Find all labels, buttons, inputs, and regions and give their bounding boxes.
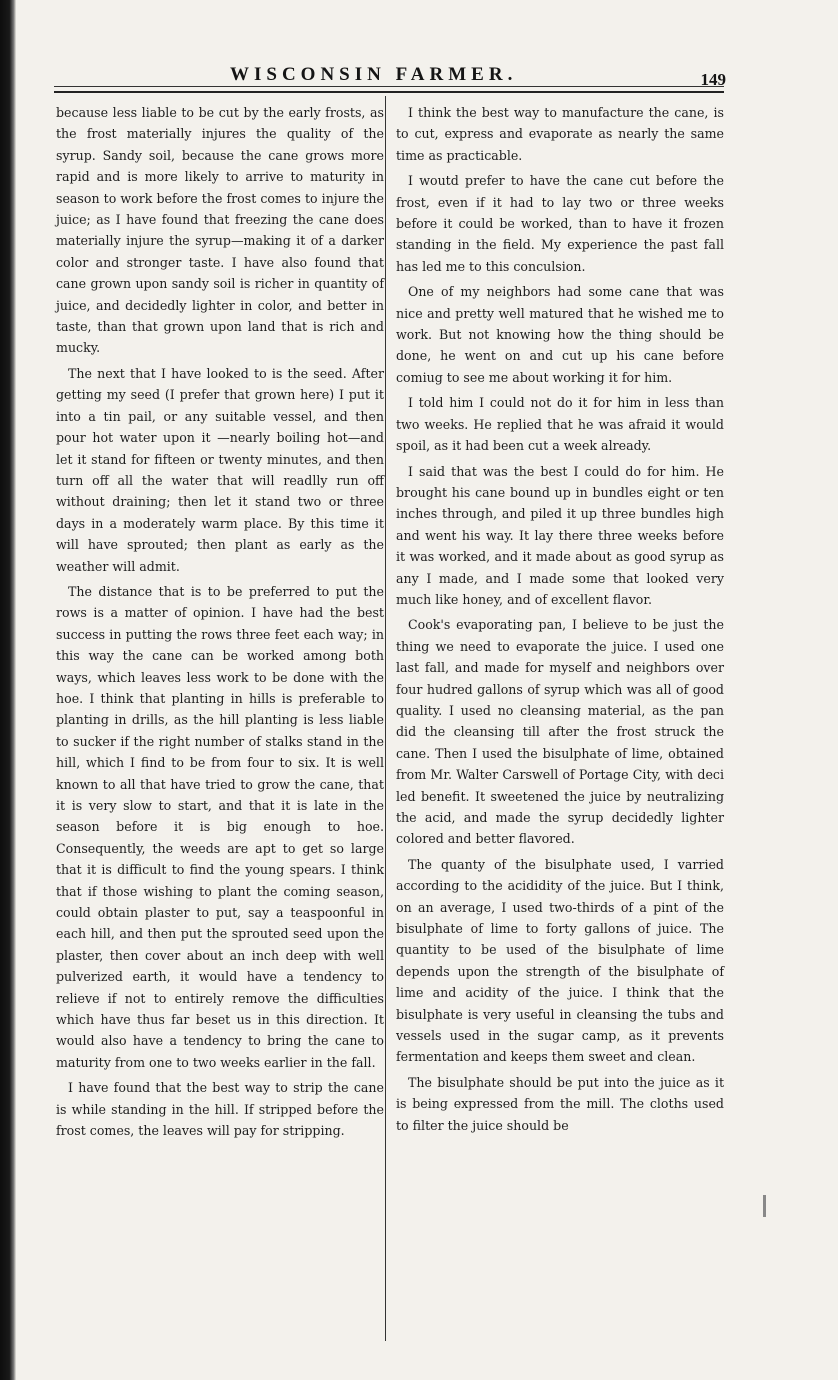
paragraph: One of my neighbors had some cane that was nice and pretty well matured that he wished me to work. But not knowing how the thing should be done, he went on and cut up his cane before comiug to see me about working it for him. (396, 284, 724, 385)
paragraph: The bisulphate should be put into the juice as it is being expressed from the mill. The cloths used to filter the juice should be (396, 1074, 724, 1133)
paragraph: I think the best way to manufacture the cane, is to cut, express and evaporate as nearly the same time as practicable. (396, 105, 724, 163)
book-binding-edge (0, 0, 16, 1380)
left-column (56, 102, 384, 1146)
page (52, 40, 730, 1340)
right-column (396, 102, 724, 1140)
paragraph: because less liable to be cut by the early frosts, as the frost materially injures the quality of the syrup. Sandy soil, because the cane grows more rapid and is more likely to arrive to maturity in season to work before the frost comes to injure the juice; as I have found that freezing the cane does materially injure the syrup—making it of a darker color and stronger taste. I have also found that cane grown upon sandy soil is richer in quantity of juice, and decidedly lighter in color, and better in taste, than that grown upon land that is rich and mucky. (56, 105, 384, 356)
header-rule-double (54, 91, 724, 93)
paragraph: Cook's evaporating pan, I believe to be just the thing we need to evaporate the juice. I used one last fall, and made for myself and neighbors over four hudred gallons of syrup which was all of good quality. I used no cleansing material, as the pan did the cleansing till after the frost struck the cane. Then I used the bisulphate of lime, obtained from Mr. Walter Carswell of Portage City, with deci led benefit. It sweetened the juice by neutralizing the acid, and made the syrup decidedly lighter colored and better flavored. (396, 617, 724, 847)
paragraph: I said that was the best I could do for him. He brought his cane bound up in bundles eight or ten inches through, and piled it up three bundles high and went his way. It lay there three weeks before it was worked, and it made about as good syrup as any I made, and I made some that looked very much like honey, and of excellent flavor. (396, 463, 724, 607)
paragraph: The quanty of the bisulphate used, I varried according to the acididity of the juice. But I think, on an average, I used two-thirds of a pint of the bisulphate of lime to forty gallons of juice. The quantity to be used of the bisulphate of lime depends upon the strength of the bisulphate of lime and acidity of the juice. I think that the bisulphate is very useful in cleansing the tubs and vessels used in the sugar camp, as it prevents fermentation and keeps them sweet and clean. (396, 856, 724, 1065)
ink-mark (763, 1195, 766, 1217)
paragraph: I told him I could not do it for him in less than two weeks. He replied that he was afraid it would spoil, as it had been cut a week already. (396, 395, 724, 454)
paragraph: The distance that is to be preferred to put the rows is a matter of opinion. I have had the best success in putting the rows three feet each way; in this way the cane can be worked among both ways, which leaves less work to be done with the hoe. I think that planting in hills is preferable to planting in drills, as the hill planting is less liable to sucker if the right number of stalks stand in the hill, which I find to be from four to six. It is well known to all that have tried to grow the cane, that it is very slow to start, and that it is late in the season before it is big enough to hoe. Consequently, the weeds are apt to get so large that it is difficult to find the young spears. I think that if those wishing to plant the coming season, could obtain plaster to put, say a teaspoonful in each hill, and then put the sprouted seed upon the plaster, then cover about an inch deep with well pulverized earth, it would have a tendency to relieve if not to entirely remove the difficulties which have thus far beset us in this direction. It would also have a tendency to bring the cane to maturity from one to two weeks earlier in the fall. (56, 583, 384, 1070)
paragraph: I have found that the best way to strip the cane is while standing in the hill. If stripped before the frost comes, the leaves will pay for stripping. (56, 1080, 384, 1139)
running-title: WISCONSIN FARMER. (230, 64, 518, 85)
page-number: 149 (700, 70, 726, 89)
header-rule (54, 86, 724, 87)
column-divider (385, 96, 386, 1341)
paragraph: I woutd prefer to have the cane cut before the frost, even if it had to lay two or three weeks before it could be worked, than to have it frozen standing in the field. My experience the past fall has led me to this conculsion. (396, 173, 724, 274)
paragraph: The next that I have looked to is the seed. After getting my seed (I prefer that grown here) I put it into a tin pail, or any suitable vessel, and then pour hot water upon it —nearly boiling hot—and let it stand for fifteen or twenty minutes, and then turn off all the water that will readlly run off without draining; then let it stand two or three days in a moderately warm place. By this time it will have sprouted; then plant as early as the weather will admit. (56, 365, 384, 574)
